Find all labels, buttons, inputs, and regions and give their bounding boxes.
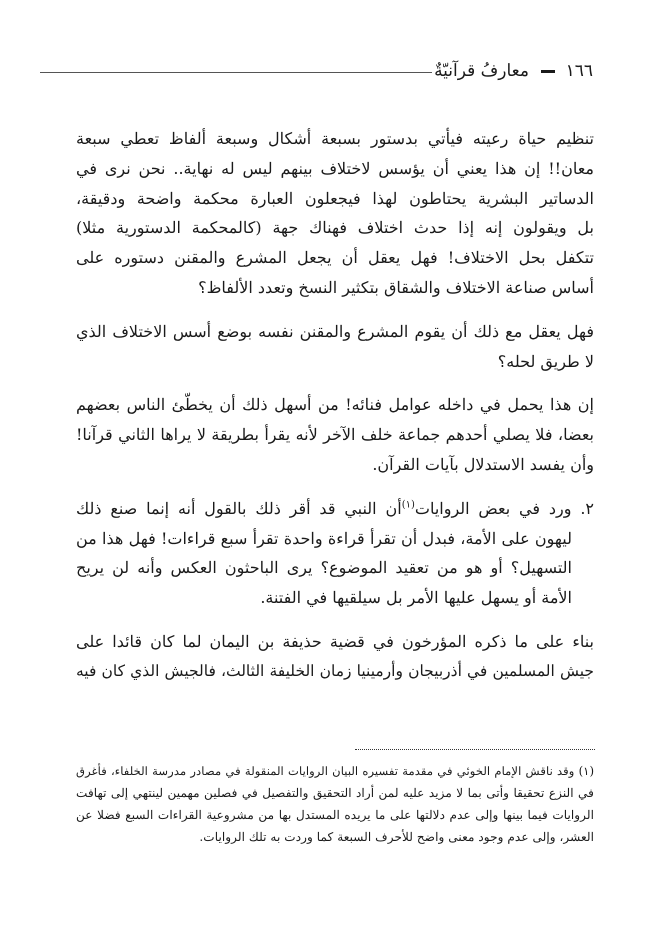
footnote-line: (١) وقد ناقش الإمام الخوئي في مقدمة تفسيره البيان الروايات المنقولة في مصادر مدرسة الخلفاء، فأغرق [76,764,594,778]
item-text-start: ورد في بعض الروايات [414,498,572,518]
numbered-item-2 [76,494,594,613]
footnote-separator [355,749,595,750]
text-line: بناء على ما ذكره المؤرخون في قضية حذيفة بن اليمان لما كان قائدا على [76,631,594,651]
text-line: معان!! إن هذا يعني أن يؤسس لاختلاف بينهم ليس له نهاية.. نحن نرى في [76,158,594,178]
header-dash [541,70,555,73]
text-line: وأن يفسد الاستدلال بآيات القرآن. [372,454,594,474]
page-header [0,58,669,88]
text-line: فهل يعقل مع ذلك أن يقوم المشرع والمقنن نفسه بوضع أسس الاختلاف الذي [76,321,594,341]
text-line: تتكفل بحل الاختلاف! فهل يعقل أن يجعل المشرع والمقنن دستوره على [76,248,594,268]
text-line: الدساتير البشرية يحتاطون لهذا فيجعلون العبارة محكمة واضحة ودقيقة، [76,188,594,208]
text-line: إن هذا يحمل في داخله عوامل فنائه! من أسهل ذلك أن يخطّئ الناس بعضهم [76,395,594,415]
item-text-end: أن النبي قد أقر ذلك بالقول أنه إنما صنع ذلك [76,498,402,518]
text-line: بعضا، فلا يصلي أحدهم جماعة خلف الآخر لأنه يقرأ بطريقة لا يراها الثاني قرآنا! [76,425,594,445]
paragraph-3 [76,390,594,479]
footnotes [76,760,594,848]
text-line: لا طريق لحله؟ [497,351,594,371]
paragraph-2 [76,317,594,377]
page-number: ١٦٦ [565,61,593,81]
text-line: جيش المسلمين في أذربيجان وأرمينيا زمان الخليفة الثالث، فالجيش الذي كان فيه [76,661,594,680]
text-line: التسهيل؟ أو هو من تعقيد الموضوع؟ يرى الباحثون العكس وأنه لن يريح [76,558,572,578]
footnote-reference[interactable]: (١) [401,499,415,511]
text-line: الأمة أو يسهل عليها الأمر بل سيلقيها في الفتنة. [260,588,572,608]
paragraph-1 [76,124,594,303]
body-text [76,124,594,701]
text-line: تنظيم حياة رعيته فيأتي بدستور بسبعة أشكال وسبعة ألفاظ تعطي سبعة [76,129,594,148]
footnote-line: في النزع تحقيقا وأتى بما لا مزيد عليه لمن أراد التحقيق والتفصيل في فصلين مهمين لينتهي إلى تهافت [76,786,594,800]
paragraph-4 [76,627,594,687]
text-line: أساس صناعة الاختلاف والشقاق بتكثير النسخ وتعدد الألفاظ؟ [198,277,594,297]
footnote-line: العشر، وإلى عدم وجود معنى واضح للأحرف السبعة كما وردت به تلك الروايات. [199,830,594,844]
text-line [76,494,594,524]
text-line: بل ويقولون إنه إذا حدث اختلاف فهناك جهة (كالمحكمة الدستورية مثلا) [76,218,594,238]
item-number: ٢. [580,498,595,518]
footnote-line: الروايات فيما بينها وإلى عدم دلالتها على ما يريده المستدل بها من مشروعية القراءات السبع فضلا عن [76,808,594,822]
header-rule [40,72,432,73]
text-line: ليهون على الأمة، فبدل أن تقرأ قراءة واحدة تقرأ سبع قراءات! فهل هذا من [76,528,572,548]
running-title: معارفُ قرآنيّةٌ [434,61,529,81]
